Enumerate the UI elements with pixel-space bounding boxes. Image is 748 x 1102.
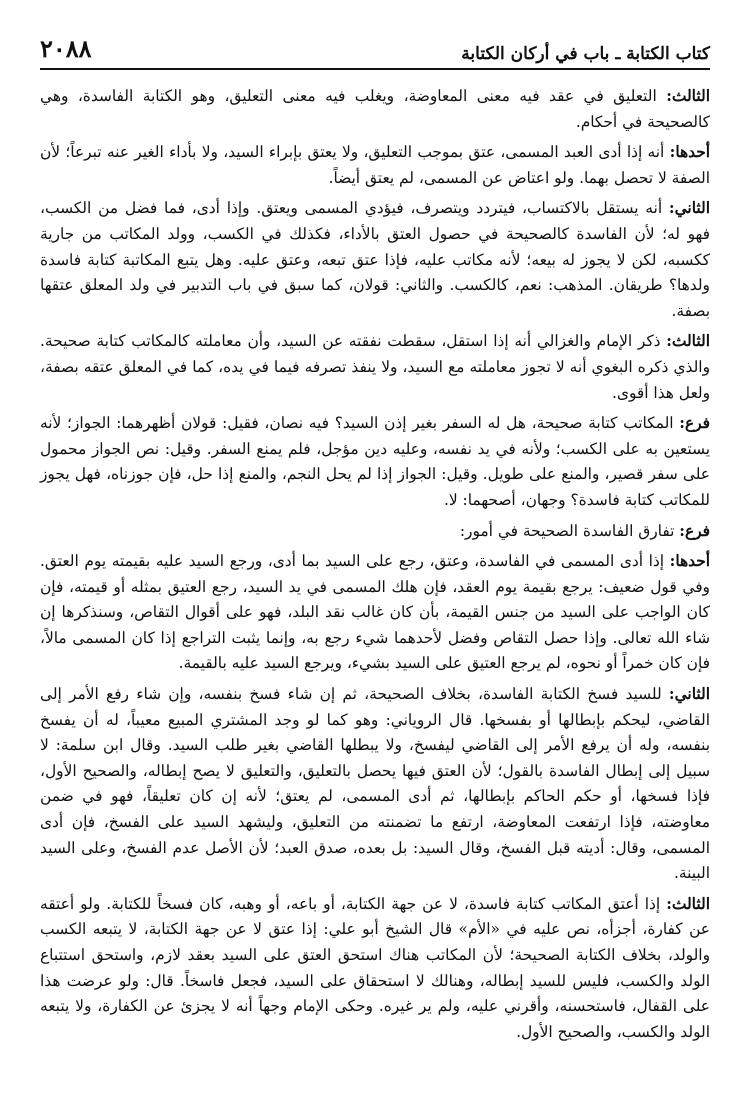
paragraph bbox=[40, 329, 710, 406]
paragraph bbox=[40, 84, 710, 135]
paragraph-label: الثاني: bbox=[668, 685, 710, 704]
paragraph-label: فرع: bbox=[679, 521, 710, 540]
paragraph-text: للسيد فسخ الكتابة الفاسدة، بخلاف الصحيحة، ثم إن شاء فسخ بنفسه، وإن شاء رفع الأمر إلى القاضي، ليحكم بإبطالها أو بفسخها. قال الروياني: وهو كما لو وجد المشتري المبيع معيباً، له أن يفسخ بنفسه، وله أن يرفع الأمر إلى القاضي ليفسخ، ولا يبطلها القاضي بغير طلب السيد. وقال ابن سلمة: لا سبيل إلى إبطال الفاسدة بالقول؛ لأن العتق فيها يحصل بالتعليق، والتعليق لا يصح إبطاله، والصحيح الأول، فإذا فسخها، أو حكم الحاكم بإبطالها، ثم أدى المسمى، لم يعتق؛ لأنه إن كان تعليقاً، فهو في ضمن معاوضته، فإذا ارتفعت المعاوضة، ارتفع ما تضمنته من التعليق، وليشهد السيد على الفسخ، فإن أدى المسمى، وقال: أديته قبل الفسخ، وقال السيد: بل بعده، صدق العبد؛ لأن الأصل عدم الفسخ، وعلى السيد البينة. bbox=[40, 685, 710, 883]
paragraph bbox=[40, 682, 710, 887]
page-number: ٢٠٨٨ bbox=[40, 37, 92, 63]
paragraph bbox=[40, 411, 710, 513]
paragraph-label: أحدها: bbox=[669, 143, 710, 162]
paragraph bbox=[40, 196, 710, 324]
paragraph bbox=[40, 519, 710, 545]
paragraph-label: الثالث: bbox=[666, 332, 710, 351]
page-header bbox=[40, 30, 710, 70]
paragraph-text: المكاتب كتابة صحيحة، هل له السفر بغير إذن السيد؟ فيه نصان، فقيل: قولان أظهرهما: الجواز؛ لأنه يستعين به على الكسب؛ ولأنه في يد نفسه، وعليه دين مؤجل، فلم يمنع السفر. وقيل: نص الجواز محمول على سفر قصير، والمنع على طويل. وقيل: الجواز إذا لم يحل النجم، والمنع إذا حل، فإن جوزناه، فهل يجوز للمكاتب كتابة فاسدة؟ وجهان، أصحهما: لا. bbox=[40, 414, 710, 509]
paragraph-text: إذا أدى المسمى في الفاسدة، وعتق، رجع على السيد بما أدى، ورجع السيد عليه بقيمته يوم العتق. وفي قول ضعيف: يرجع بقيمة يوم العقد، فإن هلك المسمى في يد السيد، رجع العتيق بمثله أو قيمته، فإن كان الواجب على السيد من جنس القيمة، بأن كان غالب نقد البلد، فهو على أقوال التقاص، وسنذكرها إن شاء الله تعالى. وإذا حصل التقاص وفضل لأحدهما شيء رجع به، وإنما يثبت التراجع إذا كان المسمى مالاً، فإن كان خمراً أو نحوه، لم يرجع العتيق على السيد بشيء، ويرجع السيد عليه بالقيمة. bbox=[40, 552, 710, 673]
paragraph bbox=[40, 140, 710, 191]
paragraph-label: الثالث: bbox=[666, 894, 710, 913]
paragraph-text: أنه يستقل بالاكتساب، فيتردد ويتصرف، فيؤدي المسمى ويعتق. وإذا أدى، فما فضل من الكسب، فهو له؛ لأن الفاسدة كالصحيحة في حصول العتق بالأداء، فكذلك في الكسب، وولد المكاتب من جارية ككسبه، لكن لا يجوز له بيعه؛ لأنه مكاتب عليه، فإذا عتق تبعه، وعتق عليه. وهل يتبع المكاتبة كتابة فاسدة ولدها؟ طريقان. المذهب: نعم، كالكسب. والثاني: قولان، كما سبق في باب التدبير في ولد المعلق عتقها بصفة. bbox=[40, 199, 710, 320]
paragraph bbox=[40, 892, 710, 1046]
paragraph-label: الثالث: bbox=[666, 87, 710, 105]
paragraph-text: ذكر الإمام والغزالي أنه إذا استقل، سقطت نفقته عن السيد، وأن معاملته كالمكاتب كتابة صحيحة. والذي ذكره البغوي أنه لا تجوز معاملته مع السيد، ولا ينفذ تصرفه فيما في يده، كما في المعلق عتقه بصفة، ولعل هذا أقوى. bbox=[40, 332, 710, 402]
paragraph-text: أنه إذا أدى العبد المسمى، عتق بموجب التعليق، ولا يعتق بإبراء السيد، ولا بأداء الغير عنه تبرعاً؛ لأن الصفة لا تحصل بهما. ولو اعتاض عن المسمى، لم يعتق أيضاً. bbox=[40, 143, 710, 187]
running-title: كتاب الكتابة ـ باب في أركان الكتابة bbox=[461, 44, 710, 64]
paragraph-text: تفارق الفاسدة الصحيحة في أمور: bbox=[459, 521, 680, 540]
paragraph-text: التعليق في عقد فيه معنى المعاوضة، ويغلب فيه معنى التعليق، وهو الكتابة الفاسدة، وهي كالصحيحة في أحكام. bbox=[40, 87, 710, 131]
paragraph bbox=[40, 549, 710, 677]
paragraph-label: أحدها: bbox=[669, 552, 710, 571]
paragraph-text: إذا أعتق المكاتب كتابة فاسدة، لا عن جهة الكتابة، أو باعه، أو وهبه، كان فسخاً للكتابة. ولو أعتقه عن كفارة، أجزأه، نص عليه في «الأم» قال الشيخ أبو علي: إذا عتق لا عن جهة الكتابة، لا يتبعه الكسب والولد، بخلاف الكتابة الصحيحة؛ لأن المكاتب هناك استحق العتق على السيد بعقد لازم، واستحق استتباع الولد والكسب، فليس للسيد إبطاله، وهنالك لا استحقاق على السيد، فجعل فاسخاً. قال: ولو عرضت هذا على القفال، فاستحسنه، وأقرني عليه، ولم ير غيره. وحكى الإمام وجهاً أنه لا يجزئ عن الكفارة، ولا يتبعه الولد والكسب، والصحيح الأول. bbox=[40, 894, 710, 1041]
page-body bbox=[40, 84, 710, 1045]
paragraph-label: الثاني: bbox=[668, 199, 710, 218]
paragraph-label: فرع: bbox=[679, 414, 710, 433]
